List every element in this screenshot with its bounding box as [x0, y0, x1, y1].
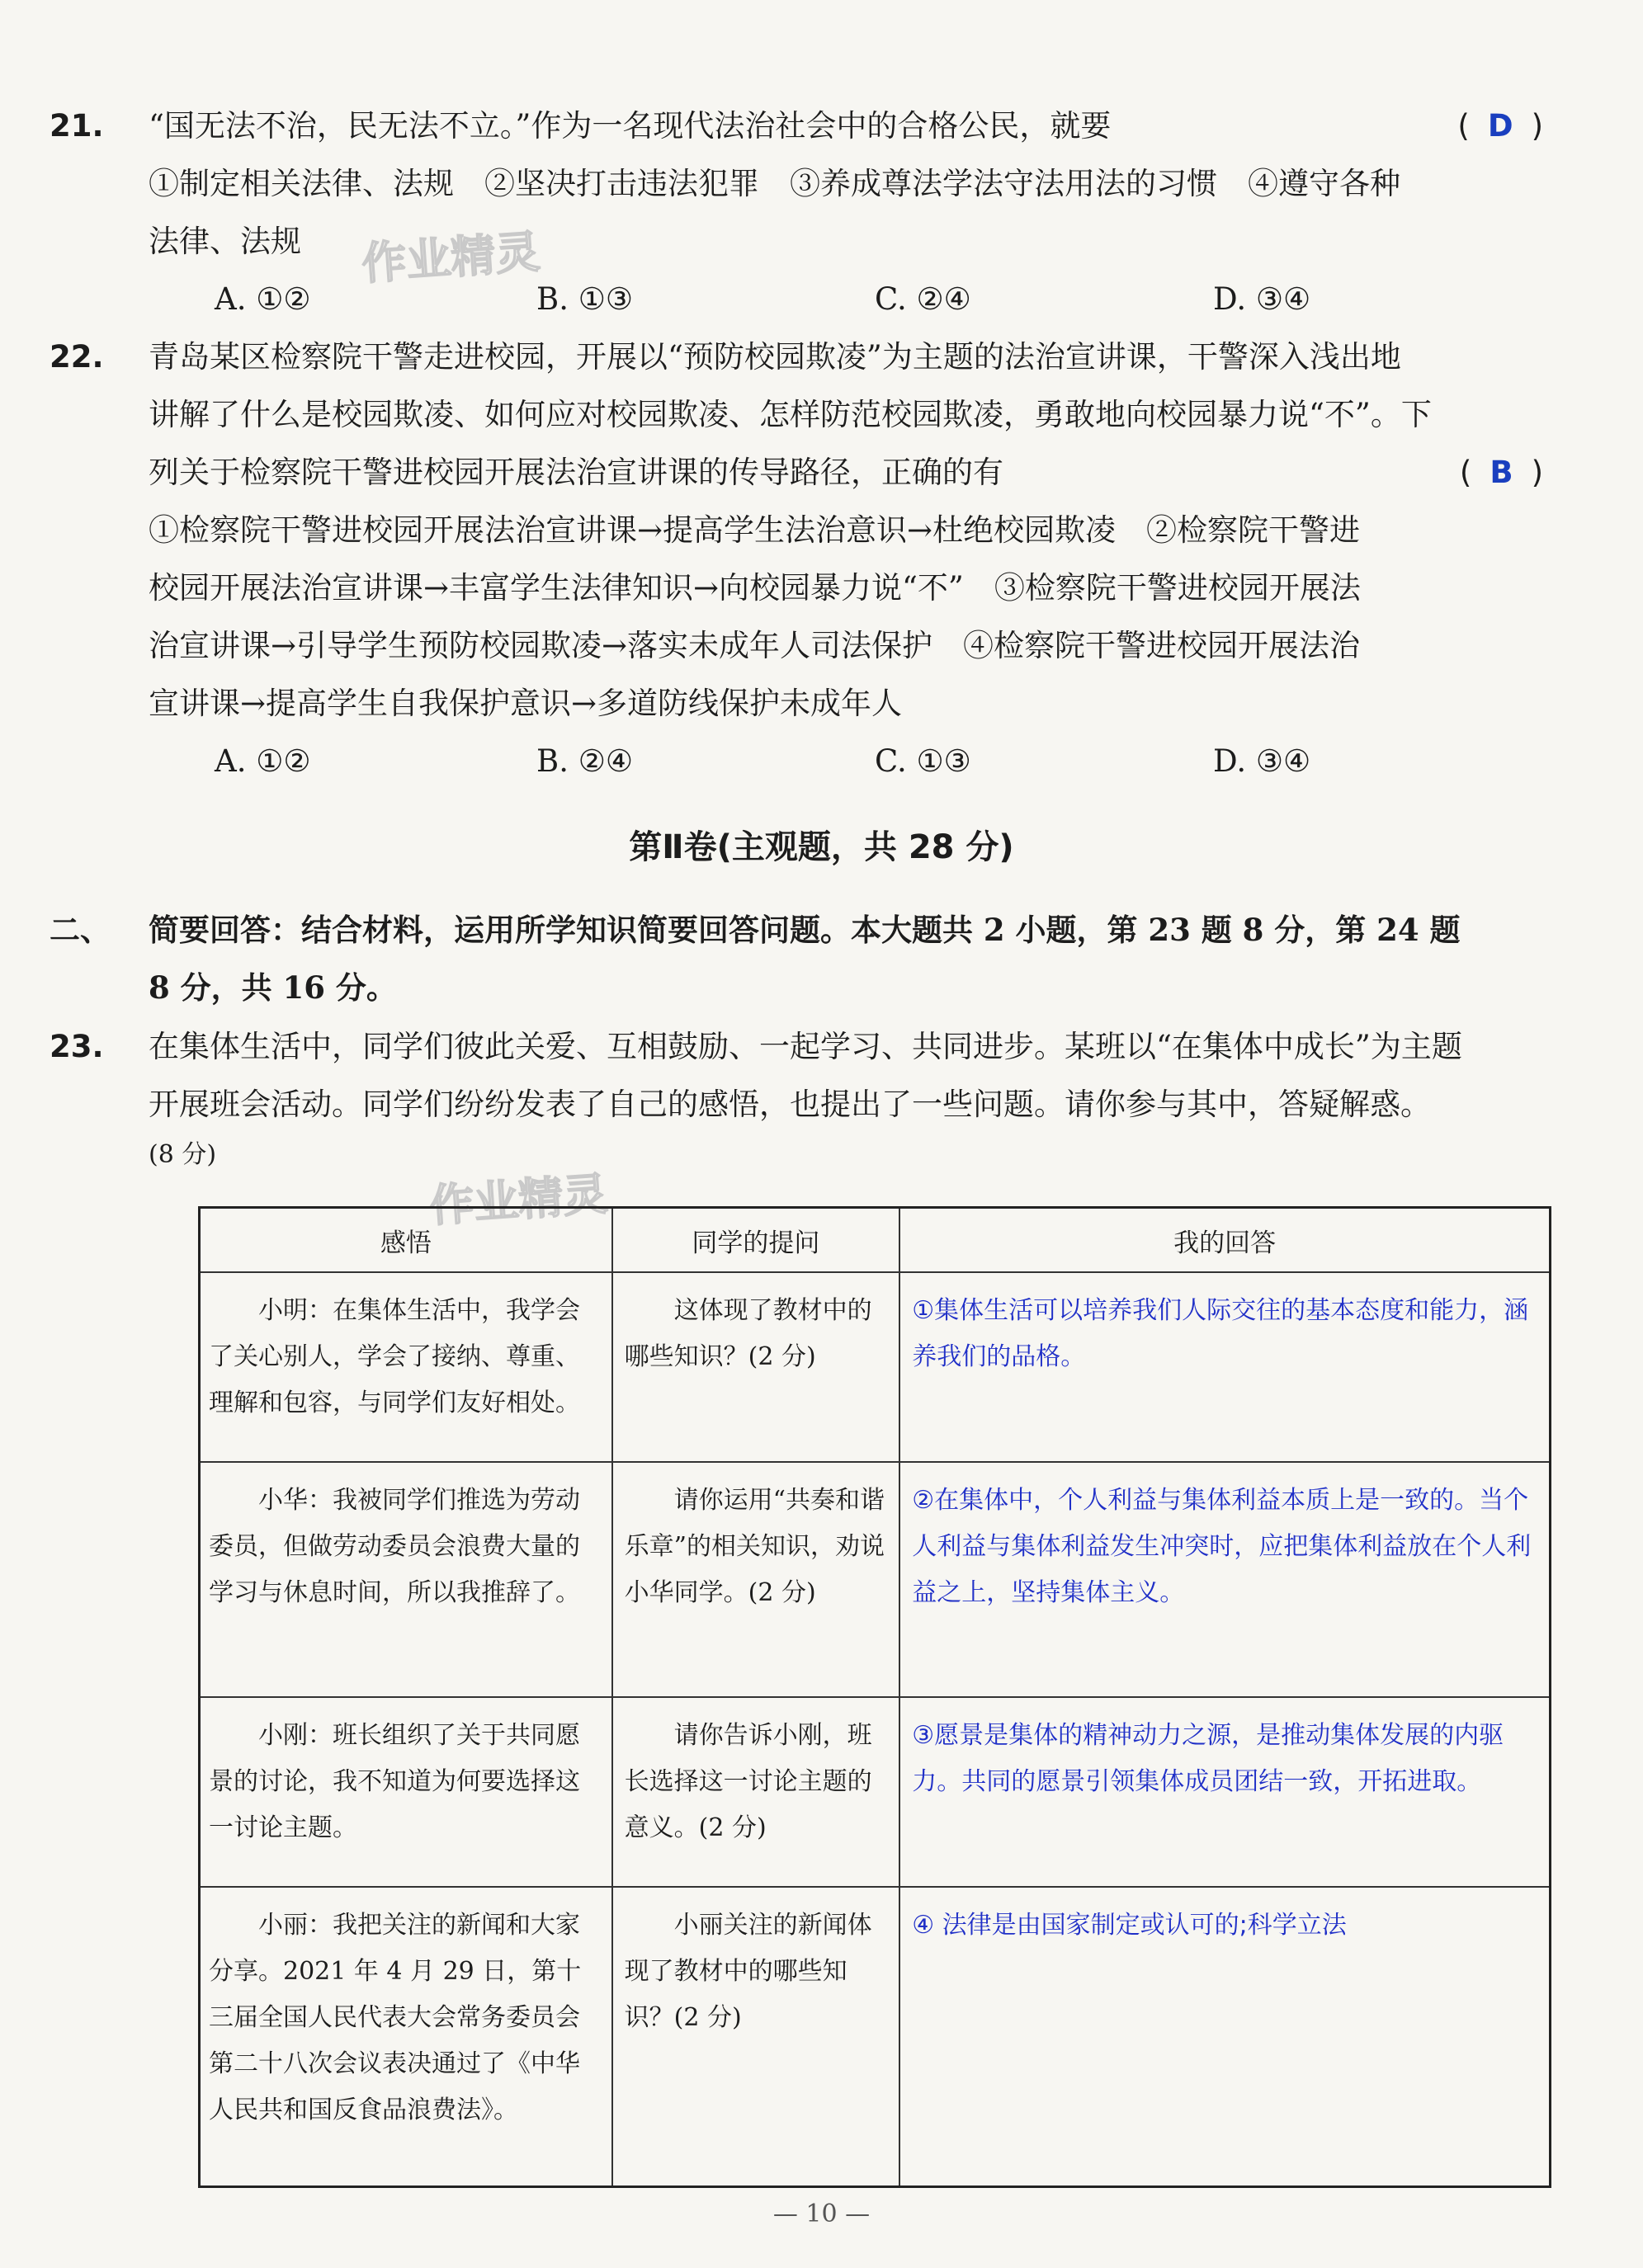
question-22: [50, 328, 1551, 790]
option-b: B. ②④: [536, 743, 634, 779]
question-line: 列关于检察院干警进校园开展法治宣讲课的传导路径，正确的有: [149, 455, 1003, 490]
option-b: B. ①③: [536, 281, 634, 317]
answer-table: [198, 1206, 1551, 2188]
option-d: D. ③④: [1213, 743, 1311, 779]
answer-cell[interactable]: ②在集体中，个人利益与集体利益本质上是一致的。当个人利益与集体利益发生冲突时，应把集体利益放在个人利益之上，坚持集体主义。: [899, 1462, 1550, 1697]
instruction-line: 8 分，共 16 分。: [149, 969, 397, 1006]
answer-letter: B: [1490, 455, 1513, 490]
question-23: [50, 1018, 1551, 1176]
option-a: A. ①②: [215, 281, 311, 317]
table-header-row: [200, 1208, 1551, 1273]
header-question: 同学的提问: [612, 1208, 900, 1273]
question-score: (8 分): [149, 1140, 217, 1169]
question-line-with-answer: [149, 444, 1551, 502]
watermark-logo: 作业精灵: [427, 1167, 610, 1233]
question-line: 校园开展法治宣讲课→丰富学生法律知识→向校园暴力说“不” ③检察院干警进校园开展法: [149, 570, 1361, 606]
header-insight: 感悟: [200, 1208, 612, 1273]
options-row: [149, 733, 1551, 790]
question-line: ①检察院干警进校园开展法治宣讲课→提高学生法治意识→杜绝校园欺凌 ②检察院干警进: [149, 512, 1361, 548]
watermark-logo: 作业精灵: [360, 225, 542, 290]
option-c: C. ①③: [875, 743, 971, 779]
paren-close: ): [1531, 455, 1543, 490]
paren-open: (: [1459, 455, 1472, 490]
table-row: [200, 1272, 1551, 1462]
answer-letter: D: [1487, 108, 1513, 144]
question-line: 宣讲课→提高学生自我保护意识→多道防线保护未成年人: [149, 686, 903, 721]
question-line: 开展班会活动。同学们纷纷发表了自己的感悟，也提出了一些问题。请你参与其中，答疑解惑。: [149, 1087, 1431, 1122]
question-number: 22.: [50, 339, 104, 375]
question-cell: 这体现了教材中的哪些知识？(2 分): [612, 1272, 900, 1462]
question-cell: 请你运用“共奏和谐乐章”的相关知识，劝说小华同学。(2 分): [612, 1462, 900, 1697]
answer-cell[interactable]: ③愿景是集体的精神动力之源，是推动集体发展的内驱力。共同的愿景引领集体成员团结一致，开拓进取。: [899, 1697, 1550, 1887]
answer-bracket: [1460, 444, 1543, 502]
table-row: [200, 1697, 1551, 1887]
question-stem: “国无法不治，民无法不立。”作为一名现代法治社会中的合格公民，就要: [149, 108, 1112, 144]
answer-bracket: [1457, 97, 1543, 155]
question-line: 治宣讲课→引导学生预防校园欺凌→落实未成年人司法保护 ④检察院干警进校园开展法治: [149, 628, 1361, 663]
question-number: 21.: [50, 108, 104, 144]
section-title: 第Ⅱ卷(主观题，共 28 分): [629, 828, 1014, 866]
answer-cell[interactable]: ①集体生活可以培养我们人际交往的基本态度和能力，涵养我们的品格。: [899, 1272, 1550, 1462]
question-cell: 小丽关注的新闻体现了教材中的哪些知识？(2 分): [612, 1887, 900, 2186]
question-line: ①制定相关法律、法规 ②坚决打击违法犯罪 ③养成尊法学法守法用法的习惯 ④遵守各种: [149, 166, 1400, 201]
question-line: 在集体生活中，同学们彼此关爱、互相鼓励、一起学习、共同进步。某班以“在集体中成长”为主题: [149, 1029, 1462, 1064]
question-cell: 请你告诉小刚，班长选择这一讨论主题的意义。(2 分): [612, 1697, 900, 1887]
answer-cell[interactable]: ④ 法律是由国家制定或认可的;科学立法: [899, 1887, 1550, 2186]
question-line: 青岛某区检察院干警走进校园，开展以“预防校园欺凌”为主题的法治宣讲课，干警深入浅出地: [149, 339, 1401, 375]
insight-cell: 小刚：班长组织了关于共同愿景的讨论，我不知道为何要选择这一讨论主题。: [200, 1697, 612, 1887]
options-row: [149, 271, 1551, 328]
paren-open: (: [1457, 108, 1470, 144]
question-line: 讲解了什么是校园欺凌、如何应对校园欺凌、怎样防范校园欺凌，勇敢地向校园暴力说“不”。下: [149, 397, 1432, 432]
question-21: [50, 97, 1551, 328]
instruction-line: 简要回答：结合材料，运用所学知识简要回答问题。本大题共 2 小题，第 23 题 8 分，第 24 题: [149, 912, 1461, 948]
option-c: C. ②④: [875, 281, 971, 317]
table-row: [200, 1462, 1551, 1697]
option-a: A. ①②: [215, 743, 311, 779]
part2-instructions: [50, 901, 1551, 1016]
table-row: [200, 1887, 1551, 2186]
question-line: 法律、法规: [149, 224, 301, 259]
insight-cell: 小明：在集体生活中，我学会了关心别人，学会了接纳、尊重、理解和包容，与同学们友好相处。: [200, 1272, 612, 1462]
paren-close: ): [1531, 108, 1543, 144]
option-d: D. ③④: [1213, 281, 1311, 317]
question-number: 23.: [50, 1029, 104, 1064]
part-number: 二、: [50, 912, 111, 948]
page-number: — 10 —: [772, 2200, 871, 2228]
insight-cell: 小华：我被同学们推选为劳动委员，但做劳动委员会浪费大量的学习与休息时间，所以我推辞了。: [200, 1462, 612, 1697]
header-answer: 我的回答: [899, 1208, 1550, 1273]
insight-cell: 小丽：我把关注的新闻和大家分享。2021 年 4 月 29 日，第十三届全国人民代表大会常务委员会第二十八次会议表决通过了《中华人民共和国反食品浪费法》。: [200, 1887, 612, 2186]
